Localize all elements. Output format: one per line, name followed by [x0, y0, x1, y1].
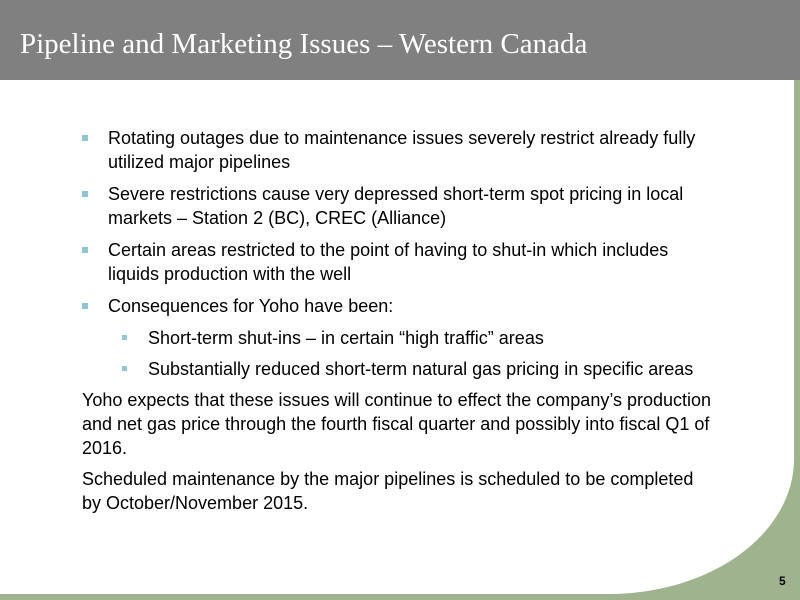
square-bullet-icon [122, 366, 127, 371]
bullet-item [82, 294, 712, 318]
square-bullet-icon [82, 135, 88, 141]
bullet-text: Consequences for Yoho have been: [108, 296, 394, 316]
square-bullet-icon [82, 247, 88, 253]
slide-title: Pipeline and Marketing Issues – Western Canada [20, 28, 588, 60]
outlook-paragraph: Yoho expects that these issues will continue to effect the company’s production and net gas price through the fourth fiscal quarter and possibly into fiscal Q1 of 2016. [82, 390, 712, 458]
sub-bullet-list [82, 326, 712, 381]
bullet-item [82, 238, 712, 286]
square-bullet-icon [82, 191, 88, 197]
square-bullet-icon [122, 335, 127, 340]
sub-bullet-item [122, 357, 712, 381]
page-number: 5 [779, 574, 786, 588]
maintenance-paragraph: Scheduled maintenance by the major pipelines is scheduled to be completed by October/November 2015. [82, 469, 694, 513]
bullet-list [82, 126, 712, 318]
bullet-item [82, 182, 712, 230]
bullet-item [82, 126, 712, 174]
title-bar [0, 0, 800, 80]
sub-bullet-text: Short-term shut-ins – in certain “high traffic” areas [148, 328, 544, 348]
square-bullet-icon [82, 303, 88, 309]
bullet-text: Severe restrictions cause very depressed short-term spot pricing in local markets – Station 2 (BC), CREC (Alliance) [108, 184, 684, 228]
bullet-text: Certain areas restricted to the point of having to shut-in which includes liquids production with the well [108, 240, 669, 284]
bullet-text: Rotating outages due to maintenance issues severely restrict already fully utilized major pipelines [108, 128, 696, 172]
sub-bullet-item [122, 326, 712, 350]
slide-content [82, 126, 712, 522]
sub-bullet-text: Substantially reduced short-term natural gas pricing in specific areas [148, 359, 694, 379]
